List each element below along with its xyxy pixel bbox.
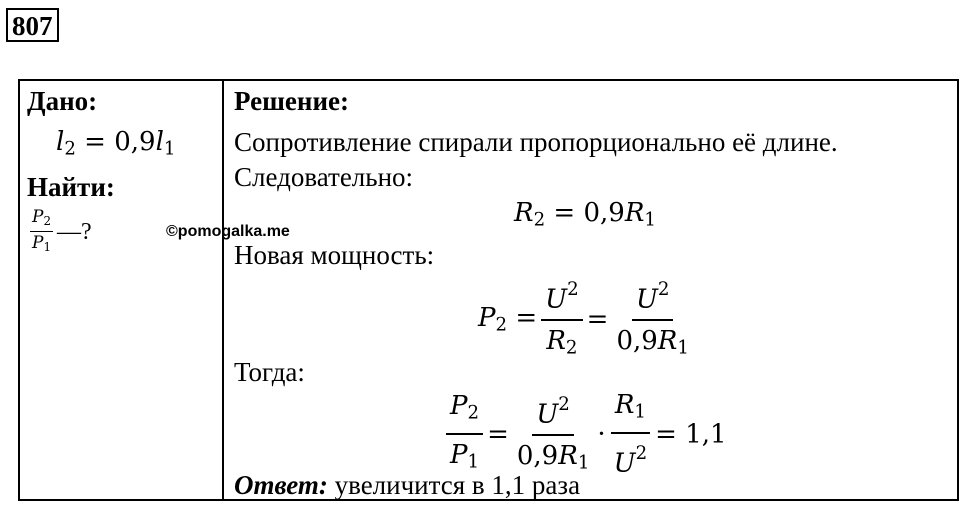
answer-line: [234, 470, 580, 500]
result-value: 1,1: [685, 419, 727, 450]
equation-resistance: $R_2 = 0,9R_1$: [514, 198, 656, 231]
answer-text: увеличится в 1,1 раза: [334, 470, 581, 500]
problem-number: 807: [6, 8, 59, 42]
given-heading: Дано:: [27, 86, 98, 116]
column-divider: [222, 79, 224, 501]
solution-line-2: Следовательно:: [234, 162, 414, 192]
find-question: —?: [57, 218, 92, 245]
equation-new-power: $P_2$ = $\frac{U^2}{R_2}$ = $\frac{U^2}{0,9R_1}$: [478, 271, 697, 368]
solution-line-1: Сопротивление спирали пропорционально её длине.: [234, 127, 838, 157]
solution-line-4: Тогда:: [234, 357, 305, 387]
solution-heading: Решение:: [234, 86, 349, 116]
solution-line-3: Новая мощность:: [234, 240, 435, 270]
find-heading: Найти:: [27, 172, 115, 202]
watermark: ©pomogalka.me: [166, 223, 290, 240]
given-condition: $l_2 = 0,9l_1$: [56, 127, 176, 160]
answer-label: Ответ:: [234, 470, 328, 500]
find-ratio: $\frac{P_2}{P_1}$ —?: [32, 207, 92, 254]
equation-power-ratio: $\frac{P_2}{P_1}$ = $\frac{U^2}{0,9R_1}$ · $\frac{R_1}{U^2}$ = 1,1: [442, 386, 727, 483]
